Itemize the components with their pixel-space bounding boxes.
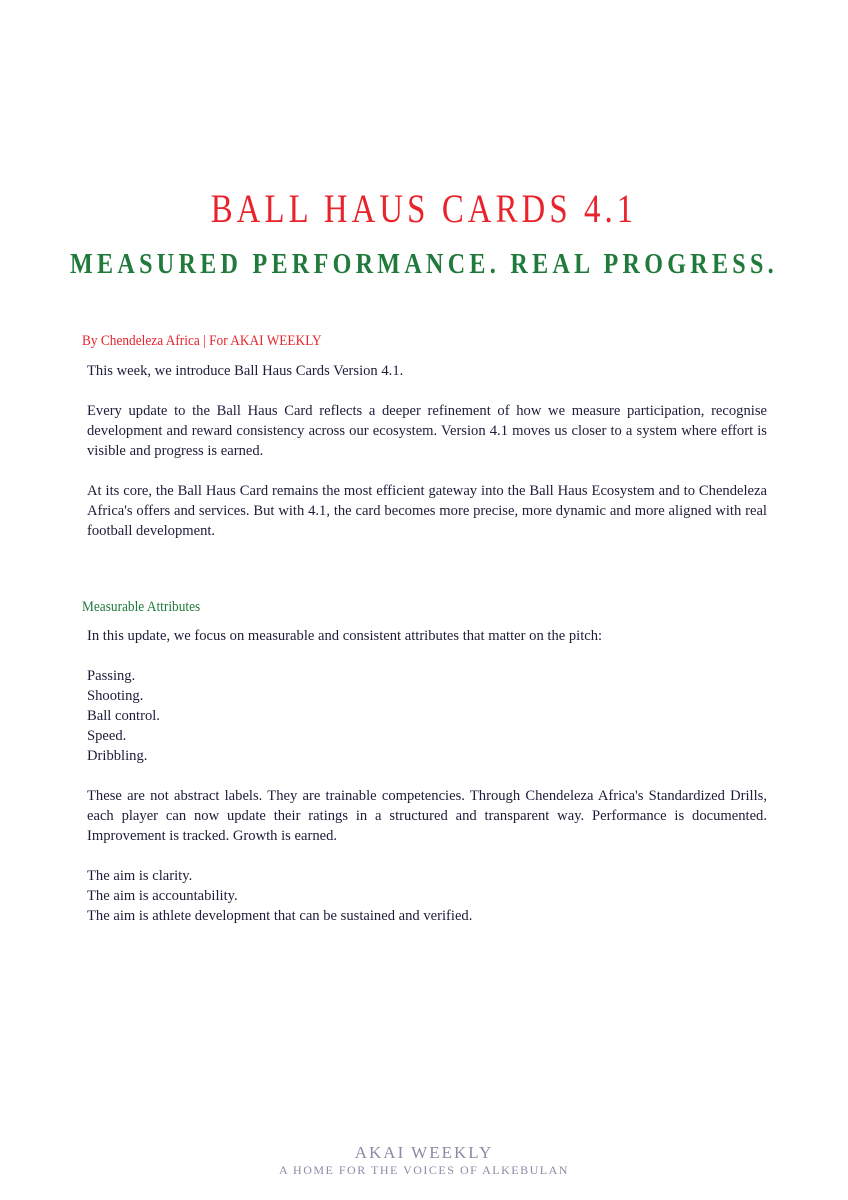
paragraph-competencies: These are not abstract labels. They are trainable competencies. Through Chendeleza Africa's Standardized Drills, each player can now update their ratings in a structured and transparent way. Performance is documented. Improvement is tracked. Growth is earned. <box>87 788 767 844</box>
article-subtitle: MEASURED PERFORMANCE. REAL PROGRESS. <box>69 249 779 280</box>
aim-line: The aim is athlete development that can be sustained and verified. <box>87 908 473 924</box>
attribute-item: Dribbling. <box>87 748 148 764</box>
attribute-item: Ball control. <box>87 708 160 724</box>
attributes-section <box>87 626 767 926</box>
section-lead: In this update, we focus on measurable and consistent attributes that matter on the pitch: <box>87 628 603 644</box>
section-heading: Measurable Attributes <box>82 599 201 615</box>
attribute-item: Passing. <box>87 668 136 684</box>
aim-line: The aim is accountability. <box>87 888 238 904</box>
paragraph-update: Every update to the Ball Haus Card reflects a deeper refinement of how we measure participation, recognise development and reward consistency across our ecosystem. Version 4.1 moves us closer to a system where effort is visible and progress is earned. <box>87 403 767 459</box>
attribute-item: Speed. <box>87 728 127 744</box>
footer-title: AKAI WEEKLY <box>354 1143 494 1162</box>
aim-line: The aim is clarity. <box>87 868 193 884</box>
byline: By Chendeleza Africa | For AKAI WEEKLY <box>82 333 322 349</box>
paragraph-core: At its core, the Ball Haus Card remains the most efficient gateway into the Ball Haus Ecosystem and to Chendeleza Africa's offers and services. But with 4.1, the card becomes more precise, more dynamic and more aligned with real football development. <box>87 483 767 539</box>
attribute-item: Shooting. <box>87 688 144 704</box>
footer-tagline: A HOME FOR THE VOICES OF ALKEBULAN <box>279 1163 569 1177</box>
article-title: BALL HAUS CARDS 4.1 <box>210 186 638 231</box>
intro-line: This week, we introduce Ball Haus Cards Version 4.1. <box>87 363 404 379</box>
intro-section <box>87 361 767 541</box>
